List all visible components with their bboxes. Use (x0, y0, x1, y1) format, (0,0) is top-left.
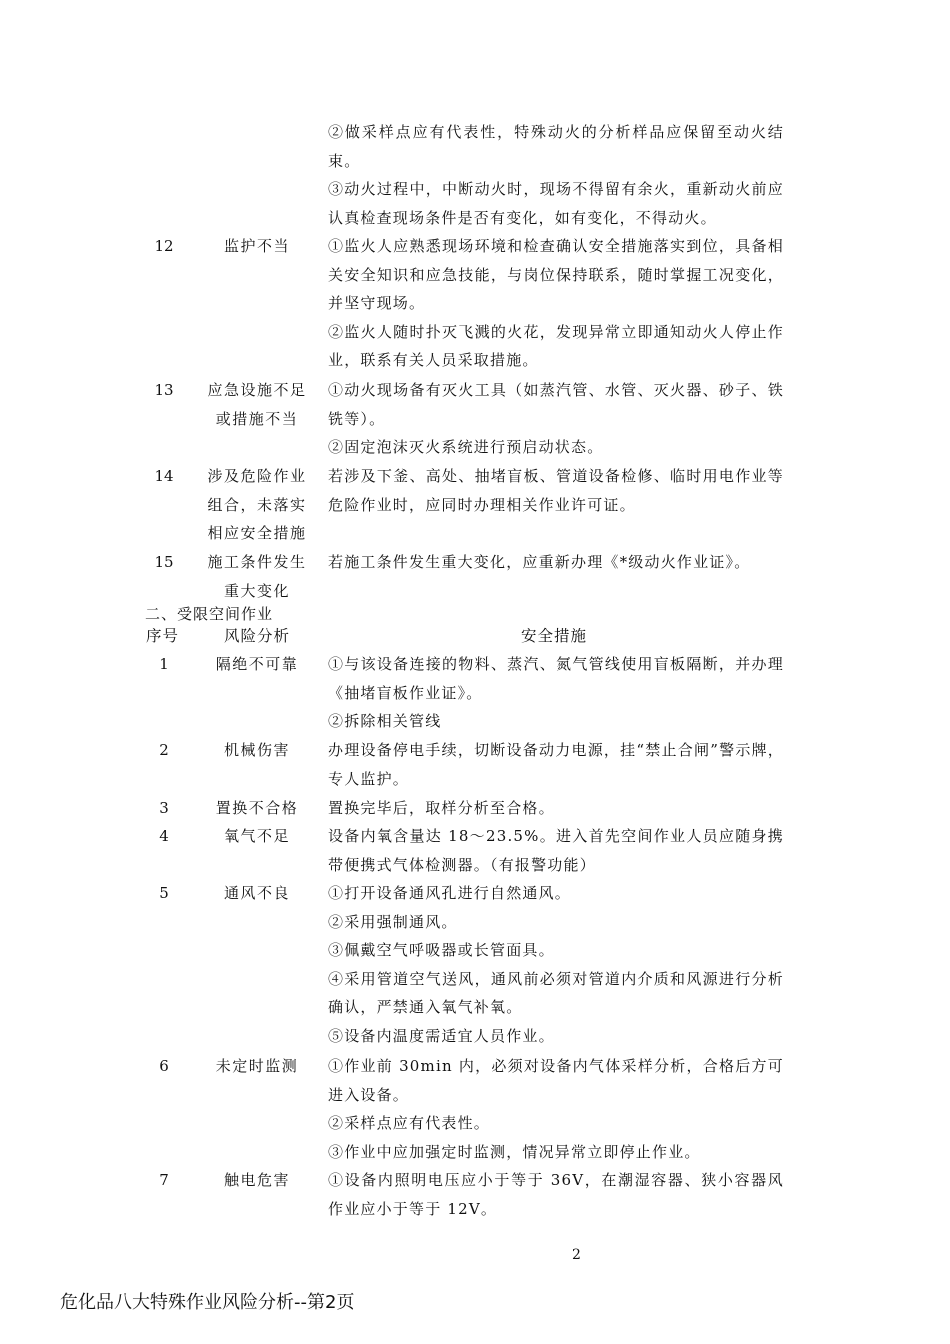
measure-text: ②采用强制通风。 (328, 912, 458, 931)
page-number: 2 (572, 1247, 581, 1263)
risk-cell: 涉及危险作业组合，未落实相应安全措施 (207, 467, 307, 542)
measure-text: ①打开设备通风孔进行自然通风。 (328, 884, 572, 902)
row-number: 7 (159, 1171, 169, 1189)
risk-cell: 施工条件发生重大变化 (207, 553, 307, 600)
row-number: 6 (159, 1057, 169, 1075)
measure-text: 设备内氧含量达 18～23.5%。进入首先空间作业人员应随身携带便携式气体检测器。（有报警功能） (328, 827, 784, 874)
risk-cell: 未定时监测 (215, 1057, 299, 1075)
risk-cell: 应急设施不足或措施不当 (207, 381, 307, 428)
risk-cell: 通风不良 (223, 884, 290, 902)
row-number: 3 (159, 799, 169, 817)
risk-cell: 机械伤害 (223, 741, 290, 759)
measure-text: ③作业中应加强定时监测，情况异常立即停止作业。 (328, 1142, 701, 1161)
measure-text: ③动火过程中，中断动火时，现场不得留有余火，重新动火前应认真检查现场条件是否有变化，如有变化，不得动火。 (328, 180, 784, 227)
measure-text: ②固定泡沫灭火系统进行预启动状态。 (328, 438, 604, 456)
row-number: 12 (154, 237, 174, 255)
measures-cell (328, 879, 784, 1050)
measure-text: ③佩戴空气呼吸器或长管面具。 (328, 941, 555, 959)
measure-text: ①设备内照明电压应小于等于 36V，在潮湿容器、狭小容器风作业应小于等于 12V。 (328, 1171, 784, 1218)
measure-text: 若施工条件发生重大变化，应重新办理《*级动火作业证》。 (328, 553, 751, 571)
row-number: 4 (159, 827, 169, 845)
measures-cell (328, 1052, 784, 1166)
measure-text: 置换完毕后，取样分析至合格。 (328, 799, 555, 817)
row-number: 1 (159, 655, 169, 673)
measures-cell (328, 1166, 784, 1223)
measures-cell (328, 232, 784, 375)
measure-text: ②监火人随时扑灭飞溅的火花，发现异常立即通知动火人停止作业，联系有关人员采取措施。 (328, 322, 784, 369)
measure-text: 办理设备停电手续，切断设备动力电源，挂“禁止合闸”警示牌，专人监护。 (328, 741, 784, 788)
measures-cell (328, 118, 784, 232)
row-number: 5 (159, 884, 169, 902)
measures-cell (328, 548, 784, 577)
measure-text: ①与该设备连接的物料、蒸汽、氮气管线使用盲板隔断，并办理《抽堵盲板作业证》。 (328, 655, 784, 702)
measure-text: ①动火现场备有灭火工具（如蒸汽管、水管、灭火器、砂子、铁铣等）。 (328, 381, 784, 428)
measure-text: ②做采样点应有代表性，特殊动火的分析样品应保留至动火结束。 (328, 123, 784, 170)
header-measures: 安全措施 (521, 627, 588, 645)
measures-cell (328, 794, 784, 823)
risk-cell: 氧气不足 (223, 827, 290, 845)
row-number: 14 (154, 467, 174, 485)
section-title: 二、受限空间作业 (145, 605, 274, 623)
measures-cell (328, 822, 784, 879)
risk-cell: 置换不合格 (215, 799, 299, 817)
measure-text: ②拆除相关管线 (328, 712, 442, 730)
header-number: 序号 (146, 627, 180, 645)
row-number: 2 (159, 741, 169, 759)
row-number: 13 (154, 381, 174, 399)
measure-text: ④采用管道空气送风，通风前必须对管道内介质和风源进行分析确认，严禁通入氧气补氧。 (328, 969, 784, 1016)
measure-text: ②采样点应有代表性。 (328, 1114, 491, 1132)
measure-text: ①作业前 30min 内，必须对设备内气体采样分析，合格后方可进入设备。 (328, 1057, 784, 1104)
risk-cell: 隔绝不可靠 (215, 655, 299, 673)
measure-text: 若涉及下釜、高处、抽堵盲板、管道设备检修、临时用电作业等危险作业时，应同时办理相关作业许可证。 (328, 467, 784, 514)
measure-text: ①监火人应熟悉现场环境和检查确认安全措施落实到位，具备相关安全知识和应急技能，与岗位保持联系，随时掌握工况变化，并坚守现场。 (328, 237, 784, 312)
risk-cell: 监护不当 (223, 237, 290, 255)
risk-cell: 触电危害 (223, 1171, 290, 1189)
row-number: 15 (154, 553, 174, 571)
measure-text: ⑤设备内温度需适宜人员作业。 (328, 1026, 555, 1045)
measures-cell (328, 736, 784, 793)
measures-cell (328, 376, 784, 462)
measures-cell (328, 462, 784, 519)
header-risk: 风险分析 (224, 627, 291, 645)
measures-cell (328, 650, 784, 736)
page-footer: 危化品八大特殊作业风险分析--第2页 (60, 1292, 355, 1313)
